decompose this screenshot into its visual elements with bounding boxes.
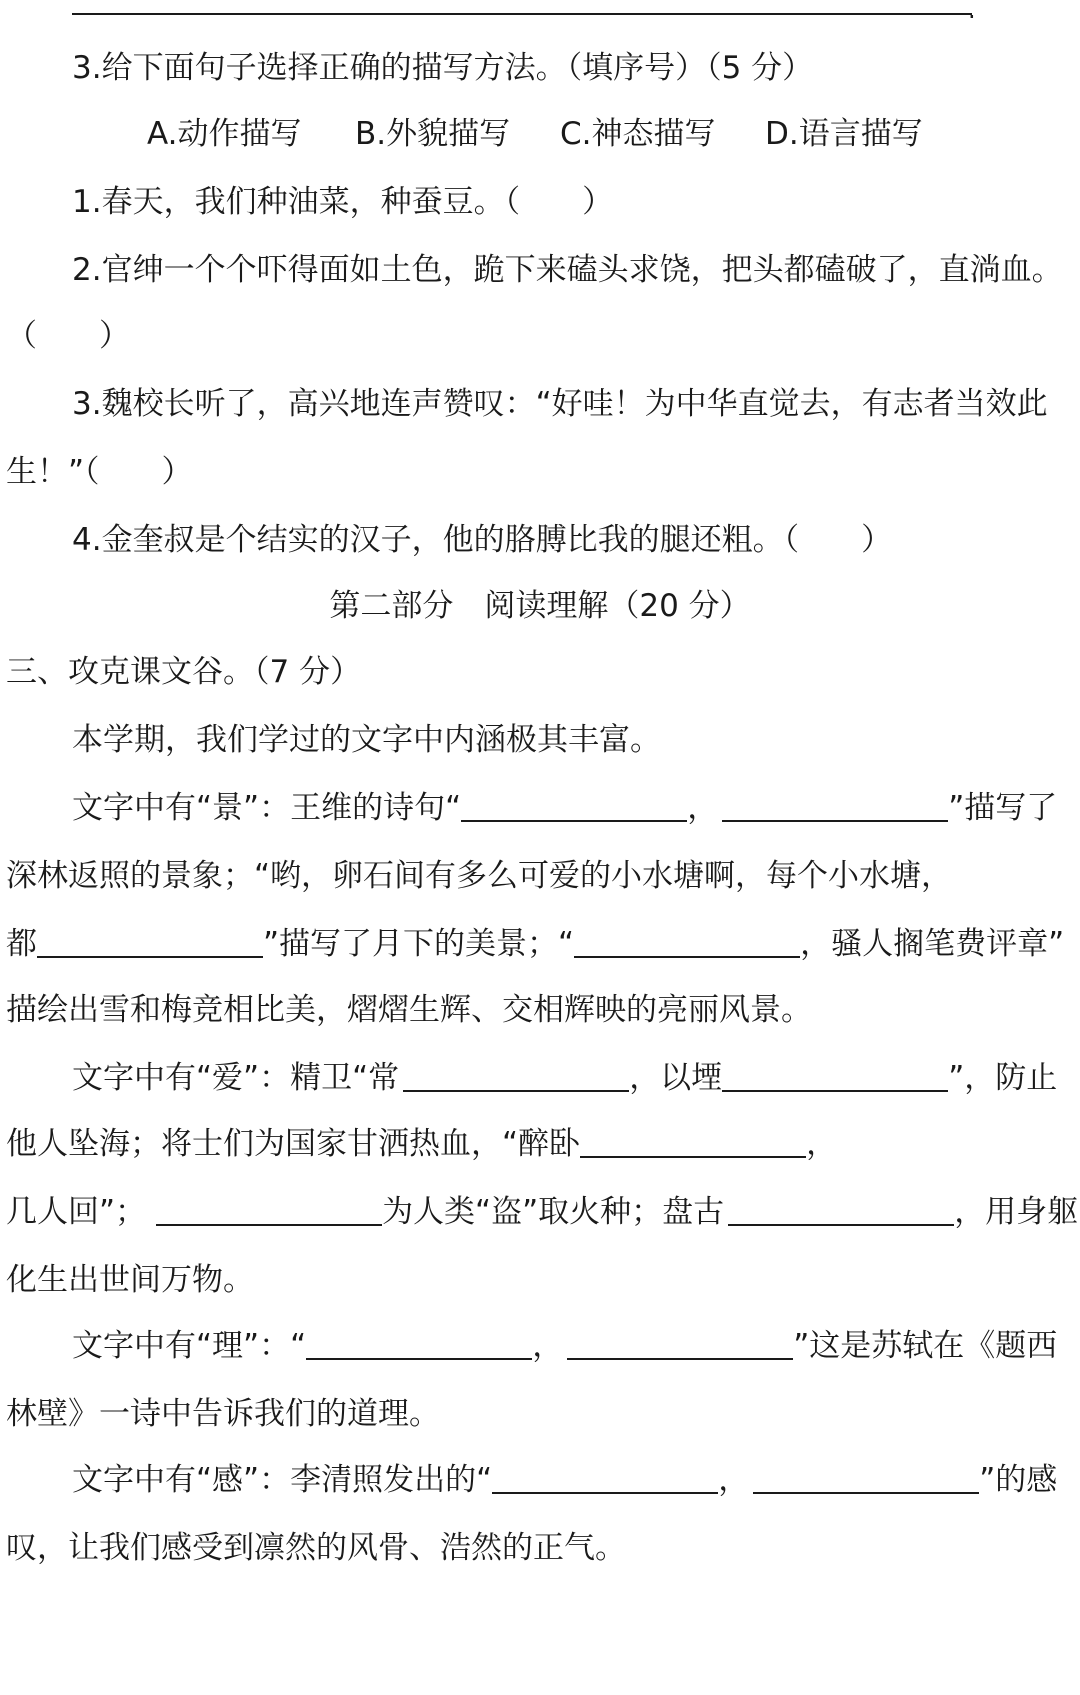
ai-line-4: 化生出世间万物。	[6, 1262, 254, 1298]
gan-line-1	[72, 1460, 1080, 1500]
ai-text-b: ，以堙	[629, 1060, 723, 1096]
jing-text-b: ，	[687, 790, 719, 826]
li-line-1	[72, 1326, 1080, 1366]
blank-fill[interactable]	[403, 1060, 629, 1092]
blank-fill[interactable]	[722, 790, 948, 822]
li-line-2: 林壁》一诗中告诉我们的道理。	[6, 1396, 440, 1432]
blank-fill[interactable]	[567, 1328, 793, 1360]
section-3-intro: 本学期，我们学过的文字中内涵极其丰富。	[72, 722, 661, 758]
answer-line-end-mark: .	[968, 0, 976, 24]
jing-line-2: 深林返照的景象；“哟，卵石间有多么可爱的小水塘啊，每个小水塘，	[6, 858, 953, 894]
ai-line-2	[6, 1124, 1080, 1164]
jing-line-3	[6, 924, 1080, 964]
li-text-c: ”这是苏轼在《题西	[793, 1328, 1058, 1364]
answer-line-top	[72, 13, 972, 15]
blank-fill[interactable]	[492, 1462, 718, 1494]
blank-fill[interactable]	[37, 926, 263, 958]
gan-line-2: 叹，让我们感受到凛然的风骨、浩然的正气。	[6, 1530, 626, 1566]
question-3-item-1: 1.春天，我们种油菜，种蚕豆。（ ）	[72, 184, 614, 220]
ai-text-d: 他人坠海；将士们为国家甘洒热血，“醉卧	[6, 1126, 581, 1162]
blank-fill[interactable]	[580, 1126, 806, 1158]
option-a: A.动作描写	[147, 116, 302, 152]
part-2-heading: 第二部分 阅读理解（20 分）	[329, 588, 751, 624]
blank-fill[interactable]	[753, 1462, 979, 1494]
blank-fill[interactable]	[461, 790, 687, 822]
blank-fill[interactable]	[156, 1194, 382, 1226]
ai-line-1	[72, 1058, 1080, 1098]
question-3-item-3-cont: 生！”（ ）	[6, 454, 193, 490]
option-d: D.语言描写	[765, 116, 923, 152]
li-text-b: ，	[532, 1328, 564, 1364]
jing-text-f: ”描写了月下的美景；“	[263, 926, 575, 962]
section-3-heading: 三、攻克课文谷。（7 分）	[6, 654, 362, 690]
question-3-title: 3.给下面句子选择正确的描写方法。（填序号）（5 分）	[72, 50, 814, 86]
jing-line-4: 描绘出雪和梅竞相比美，熠熠生辉、交相辉映的亮丽风景。	[6, 992, 812, 1028]
blank-fill[interactable]	[728, 1194, 954, 1226]
ai-text-a: 文字中有“爱”：精卫“常	[72, 1060, 400, 1096]
ai-text-e: ，	[806, 1126, 838, 1162]
jing-text-g: ，骚人搁笔费评章”	[800, 926, 1065, 962]
ai-text-f: 几人回”；	[6, 1194, 147, 1230]
question-3-item-2-paren: （ ）	[6, 318, 130, 354]
jing-text-a: 文字中有“景”：王维的诗句“	[72, 790, 462, 826]
blank-fill[interactable]	[306, 1328, 532, 1360]
blank-fill[interactable]	[722, 1060, 948, 1092]
question-3-item-4: 4.金奎叔是个结实的汉子，他的胳膊比我的腿还粗。（ ）	[72, 522, 893, 558]
option-c: C.神态描写	[560, 116, 716, 152]
gan-text-a: 文字中有“感”：李清照发出的“	[72, 1462, 493, 1498]
gan-text-c: ”的感	[979, 1462, 1058, 1498]
jing-line-1	[72, 788, 1080, 828]
jing-text-c: ”描写了	[948, 790, 1058, 826]
blank-fill[interactable]	[574, 926, 800, 958]
option-b: B.外貌描写	[355, 116, 511, 152]
question-3-item-3: 3.魏校长听了，高兴地连声赞叹：“好哇！为中华直觉去，有志者当效此	[72, 386, 1048, 422]
ai-text-c: ”，防止	[948, 1060, 1058, 1096]
ai-text-h: ，用身躯	[954, 1194, 1079, 1230]
li-text-a: 文字中有“理”：“	[72, 1328, 307, 1364]
question-3-item-2: 2.官绅一个个吓得面如土色，跪下来磕头求饶，把头都磕破了，直淌血。	[72, 252, 1063, 288]
jing-text-e: 都	[6, 926, 37, 962]
gan-text-b: ，	[718, 1462, 750, 1498]
ai-line-3	[6, 1192, 1080, 1232]
ai-text-g: 为人类“盗”取火种；盘古	[382, 1194, 725, 1230]
